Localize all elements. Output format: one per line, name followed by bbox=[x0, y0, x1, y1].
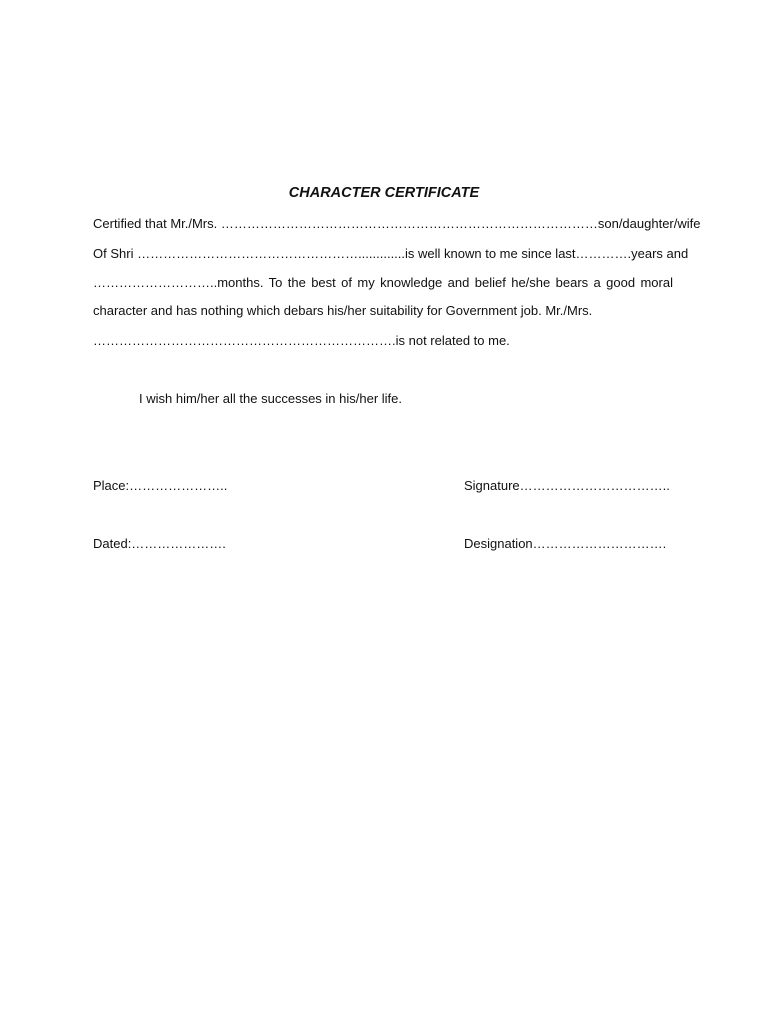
signature-field: Signature…………………………….. bbox=[464, 478, 670, 493]
body-line-4: character and has nothing which debars his/her suitability for Government job. Mr./Mrs. bbox=[93, 303, 593, 318]
dated-field: Dated:…………………. bbox=[93, 536, 226, 551]
body-line-3: ………………………..months. To the best of my knowledge and belief he/she bears a good moral bbox=[93, 275, 673, 290]
body-line-5: …………………………………………………………….is not related to me. bbox=[93, 333, 510, 348]
designation-field: Designation…………………………. bbox=[464, 536, 667, 551]
body-line-1: Certified that Mr./Mrs. ……………………………………………………………………………son/daughter/wife bbox=[93, 216, 701, 231]
body-line-2: Of Shri …………………………………………….............is well known to me since last………….years and bbox=[93, 246, 689, 261]
wish-line: I wish him/her all the successes in his/her life. bbox=[139, 391, 402, 406]
page-title: CHARACTER CERTIFICATE bbox=[288, 185, 480, 201]
place-field: Place:………………….. bbox=[93, 478, 228, 493]
